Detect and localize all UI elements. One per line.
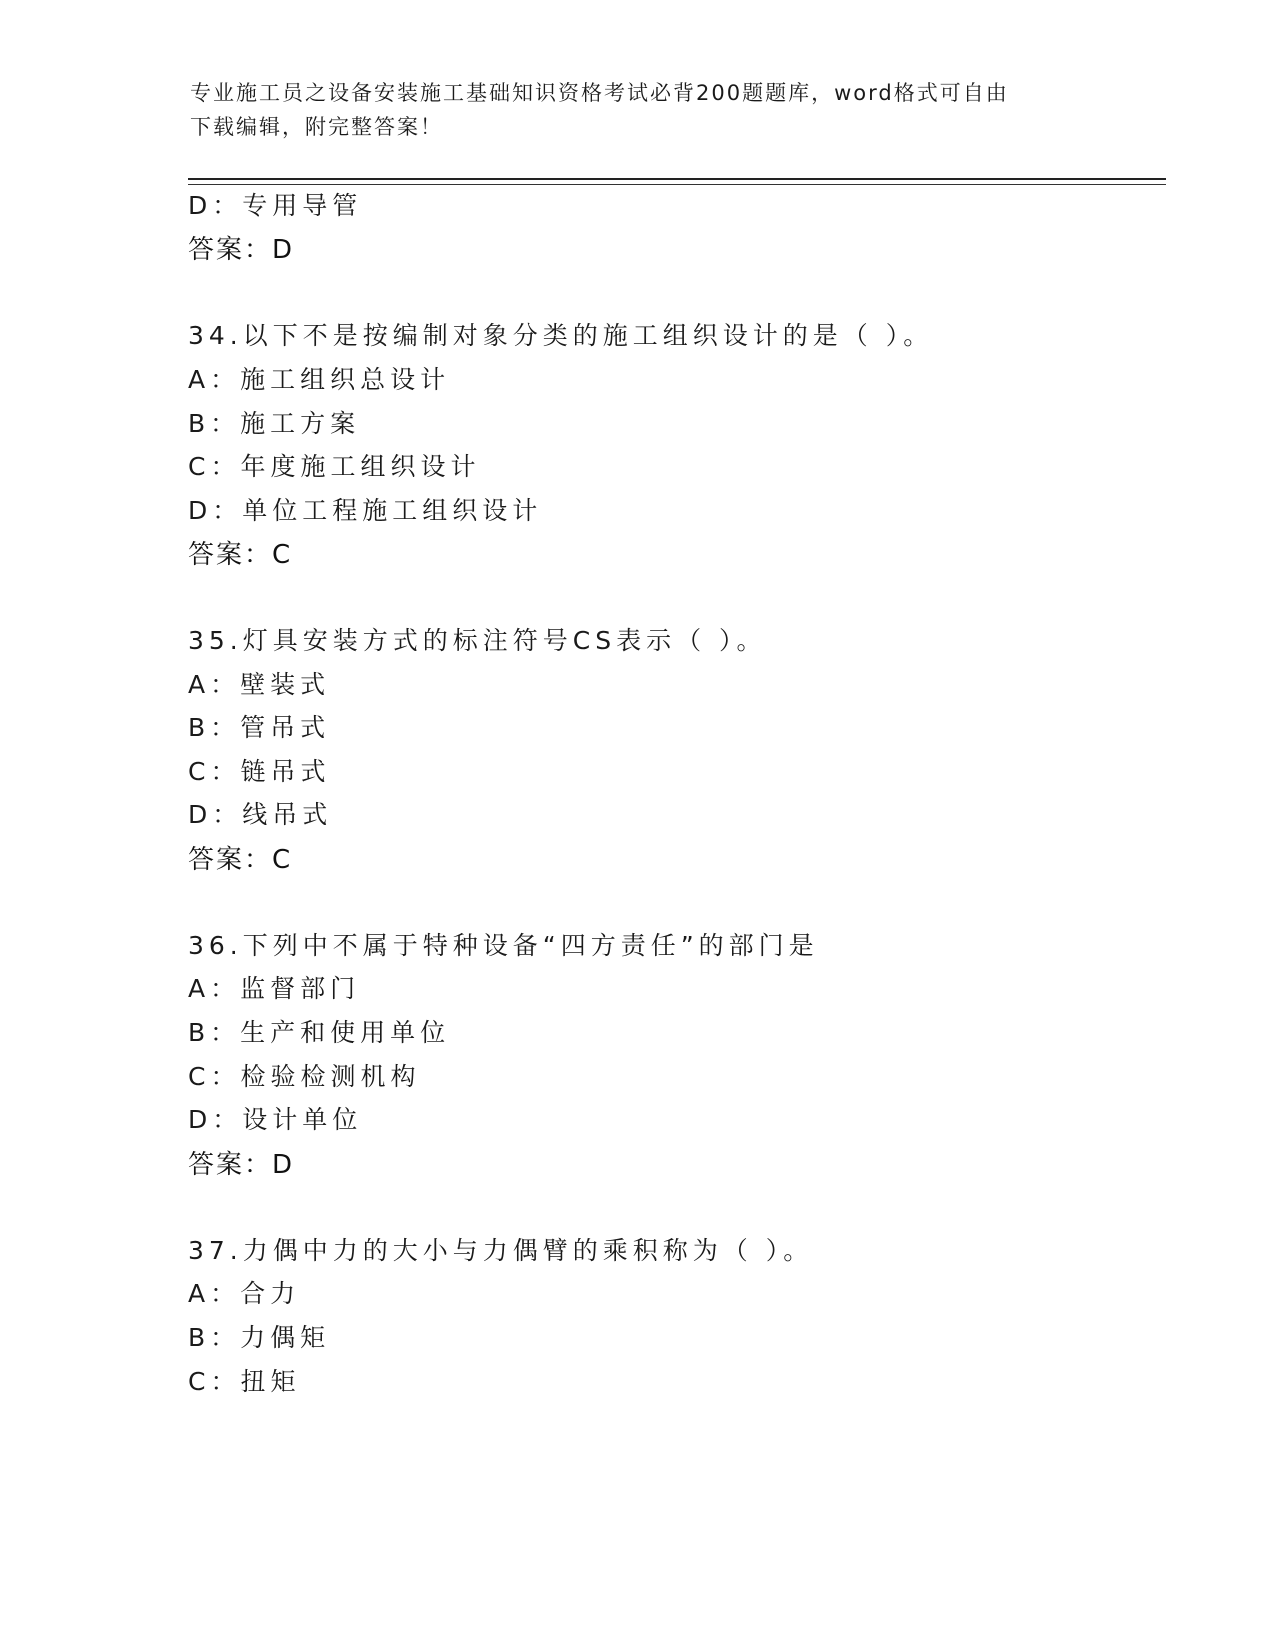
header-divider-thick: [188, 178, 1166, 180]
option-a: A：监督部门: [188, 974, 361, 1003]
option-a: A：施工组织总设计: [188, 365, 451, 394]
answer-line: 答案：D: [188, 235, 295, 265]
option-c: C：链吊式: [188, 757, 331, 786]
option-b: B：管吊式: [188, 713, 331, 742]
question-35: 35.灯具安装方式的标注符号CS表示（ ）。: [188, 626, 767, 655]
answer-line: 答案：C: [188, 540, 293, 570]
option-d: D：单位工程施工组织设计: [188, 496, 543, 525]
document-header: [190, 76, 1090, 144]
header-title-line-1: 专业施工员之设备安装施工基础知识资格考试必背200题题库，word格式可自由: [190, 81, 1009, 105]
option-c: C：扭矩: [188, 1367, 301, 1396]
question-36: 36.下列中不属于特种设备“四方责任”的部门是: [188, 931, 819, 960]
header-title-line-2: 下载编辑，附完整答案！: [190, 115, 443, 139]
answer-line: 答案：D: [188, 1150, 295, 1180]
option-b: B：力偶矩: [188, 1323, 331, 1352]
option-d: D：线吊式: [188, 800, 333, 829]
header-divider-thin: [188, 184, 1166, 185]
question-37: 37.力偶中力的大小与力偶臂的乘积称为（ ）。: [188, 1236, 814, 1265]
option-c: C：检验检测机构: [188, 1062, 421, 1091]
option-b: B：施工方案: [188, 409, 361, 438]
question-34: 34.以下不是按编制对象分类的施工组织设计的是（ ）。: [188, 321, 934, 350]
option-b: B：生产和使用单位: [188, 1018, 451, 1047]
option-a: A：合力: [188, 1279, 301, 1308]
option-d: D：专用导管: [188, 191, 363, 220]
answer-line: 答案：C: [188, 845, 293, 875]
option-d: D：设计单位: [188, 1105, 363, 1134]
option-a: A：壁装式: [188, 670, 331, 699]
option-c: C：年度施工组织设计: [188, 452, 481, 481]
